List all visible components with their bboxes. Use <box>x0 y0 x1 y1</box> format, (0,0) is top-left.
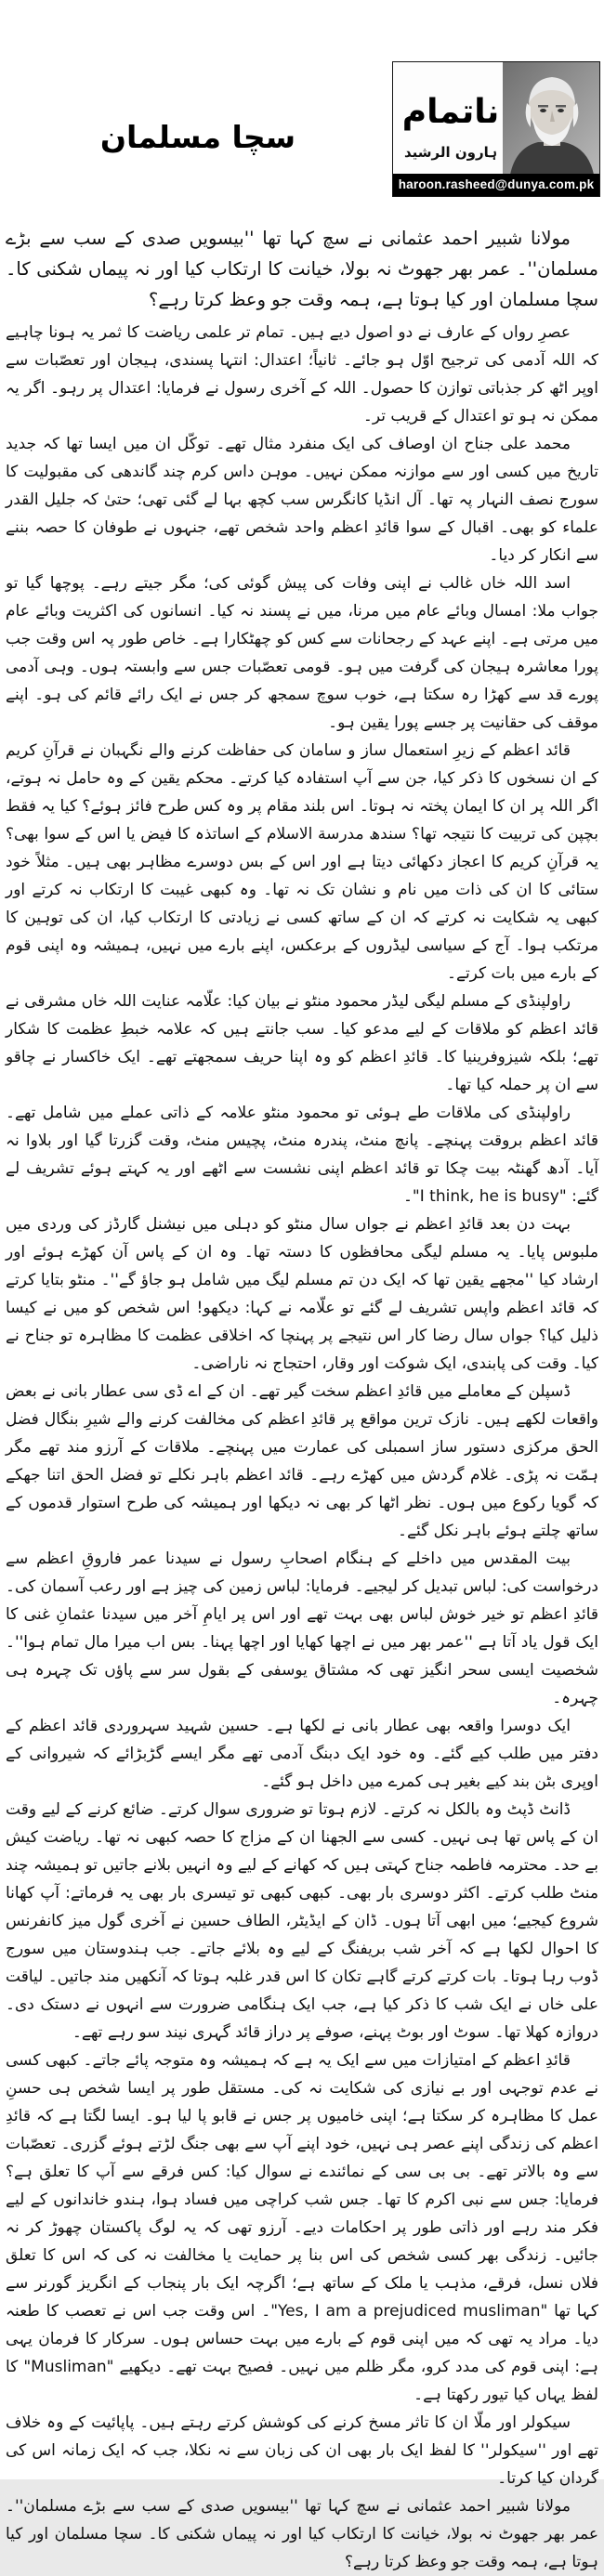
article-paragraph: ڈسپلن کے معاملے میں قائدِ اعظم سخت گیر تھے۔ ان کے اے ڈی سی عطار بانی نے بعض واقعات لکھے ہیں۔ نازک ترین مواقع پر قائدِ اعظم کی مخالفت کرنے والے شیرِ بنگال فضل الحق مرکزی دستور ساز اسمبلی کی عمارت میں پہنچے۔ ملاقات کے آرزو مند تھے مگر ہمّت نہ پڑی۔ غلام گردش میں کھڑے رہے۔ قائد اعظم باہر نکلے تو فضل الحق اتنا جھکے کہ گویا رکوع میں ہوں۔ نظر اٹھا کر بھی نہ دیکھا اور ہمیشہ کی طرح استوار قدموں کے ساتھ چلتے ہوئے باہر نکل گئے۔ <box>6 1382 598 1540</box>
article-paragraph: ڈانٹ ڈپٹ وہ بالکل نہ کرتے۔ لازم ہوتا تو ضروری سوال کرتے۔ ضائع کرنے کے لیے وقت ان کے پاس تھا ہی نہیں۔ کسی سے الجھنا ان کے مزاج کا حصہ کبھی نہ تھا۔ ریاضت کیش بے حد۔ محترمہ فاطمہ جناح کہتی ہیں کہ کھانے کے لیے وہ انہیں بلانے جاتیں تو ہمیشہ چند منٹ طلب کرتے۔ اکثر دوسری بار بھی۔ کبھی کبھی تو تیسری بار بھی یہ فرماتے: آپ کھانا شروع کیجیے؛ میں ابھی آتا ہوں۔ ڈان کے ایڈیٹر، الطاف حسین نے آخری گول میز کانفرنس کا احوال لکھا ہے کہ آخر شب بریفنگ کے لیے وہ بلائے جاتے۔ جب ہندوستان میں سورج ڈوب رہا ہوتا۔ بات کرتے کرتے گاہے تکان کا اس قدر غلبہ ہوتا کہ آنکھیں مند جاتیں۔ لیاقت علی خاں نے ایک شب کا ذکر کیا ہے، جب ایک ہنگامی ضرورت سے انہوں نے دستک دی۔ دروازہ کھلا تھا۔ سوٹ اور بوٹ پہنے، صوفے پر دراز قائد گہری نیند سو رہے تھے۔ <box>6 1800 598 2042</box>
article-paragraph: قائدِ اعظم کے امتیازات میں سے ایک یہ ہے کہ ہمیشہ وہ متوجہ پائے جاتے۔ کبھی کسی نے عدم توجہی اور بے نیازی کی شکایت نہ کی۔ مستقل طور پر ایسا شخص ہی حسنِ عمل کا مظاہرہ کر سکتا ہے؛ اپنی خامیوں پر جس نے قابو پا لیا ہو۔ ایسا لگتا ہے کہ قائدِ اعظم کی زندگی اپنے عصر ہی نہیں، خود اپنے آپ سے بھی جنگ لڑتے ہوئے گزری۔ تعصّبات سے وہ بالاتر تھے۔ بی بی سی کے نمائندے نے سوال کیا: کس فرقے سے آپ کا تعلق ہے؟ فرمایا: جس سے نبی اکرم کا تھا۔ جس شب کراچی میں فساد ہوا، ہندو خاندانوں کے لیے فکر مند رہے اور ذاتی طور پر احکامات دیے۔ آرزو تھی کہ یہ لوگ پاکستان چھوڑ کر نہ جائیں۔ زندگی بھر کسی شخص کی اس بنا پر حمایت یا مخالفت نہ کی کہ اس کا تعلق فلاں نسل، فرقے، مذہب یا ملک کے ساتھ ہے؛ اگرچہ ایک بار پنجاب کے انگریز گورنر سے کہا تھا "Yes, I am a prejudiced musliman"۔ اس وقت جب اس نے تعصب کا طعنہ دیا۔ مراد یہ تھی کہ میں اپنی قوم کے بارے میں بہت حساس ہوں۔ سرکار کا فرمان یہی ہے: اپنی قوم کی مدد کرو، مگر ظلم میں نہیں۔ فصیح بہت تھے۔ دیکھیے "Musliman" کا لفظ یہاں کیا تیور رکھتا ہے۔ <box>6 2051 598 2404</box>
article-paragraph: عصرِ رواں کے عارف نے دو اصول دیے ہیں۔ تمام تر علمی ریاضت کا ثمر یہ ہونا چاہیے کہ اللہ آدمی کی ترجیح اوّل ہو جائے۔ ثانیاً؛ اعتدال: انتہا پسندی، ہیجان اور تعصّبات سے اوپر اٹھ کر جذباتی توازن کا حصول۔ اللہ کے آخری رسول نے فرمایا: اعتدال پر رہو۔ اگر یہ ممکن نہ ہو تو اعتدال کے قریب تر۔ <box>6 323 598 425</box>
author-photo <box>503 62 599 175</box>
article-title: سچا مسلمان <box>99 119 296 155</box>
article-paragraph: ایک دوسرا واقعہ بھی عطار بانی نے لکھا ہے۔ حسین شہید سہروردی قائد اعظم کے دفتر میں طلب کیے گئے۔ وہ خود ایک دبنگ آدمی تھے مگر ایسے گڑبڑائے کہ شیروانی کے اوپری بٹن بند کیے بغیر ہی کمرے میں داخل ہو گئے۔ <box>6 1717 598 1791</box>
author-email: haroon.rasheed@dunya.com.pk <box>393 174 599 196</box>
article-body <box>6 223 598 2576</box>
masthead-box <box>392 61 600 197</box>
article-paragraph: اسد اللہ خاں غالب نے اپنی وفات کی پیش گوئی کی؛ مگر جیتے رہے۔ پوچھا گیا تو جواب ملا: امسال وبائے عام میں مرنا، میں نے پسند نہ کیا۔ انسانوں کی اکثریت وبائے عام میں مرتی ہے۔ اپنے عہد کے رجحانات سے کس کو چھٹکارا ہے۔ خاص طور پہ اس وقت جب پورا معاشرہ ہیجان کی گرفت میں ہو۔ قومی تعصّبات جس سے وابستہ ہوں۔ وہی آدمی پورے قد سے کھڑا رہ سکتا ہے، خوب سوچ سمجھ کر جس نے ایک رائے قائم کی ہو۔ اپنے موقف کی حقانیت پر جسے پورا یقین ہو۔ <box>6 574 598 732</box>
column-logo: ناتمام <box>401 93 500 131</box>
article-paragraph: محمد علی جناح ان اوصاف کی ایک منفرد مثال تھے۔ توکّل ان میں ایسا تھا کہ جدید تاریخ میں کسی اور سے موازنہ ممکن نہیں۔ موہن داس کرم چند گاندھی کی مقبولیت کا سورج نصف النہار پہ تھا۔ آل انڈیا کانگرس سب کچھ بہا لے گئی تھی؛ حتیٰ کہ جلیل القدر علماء کو بھی۔ اقبال کے سوا قائدِ اعظم واحد شخص تھے، جنہوں نے طوفان کا حصہ بننے سے انکار کر دیا۔ <box>6 435 598 565</box>
article-paragraph: راولپنڈی کے مسلم لیگی لیڈر محمود منٹو نے بیان کیا: علّامہ عنایت اللہ خاں مشرقی نے قائد اعظم کو ملاقات کے لیے مدعو کیا۔ سب جانتے ہیں کہ علامہ خبطِ عظمت کا شکار تھے؛ بلکہ شیزوفرینیا کا۔ قائدِ اعظم کو وہ اپنا حریف سمجھتے تھے۔ ایک خاکسار نے چاقو سے ان پر حملہ کیا تھا۔ <box>6 992 598 1094</box>
author-name: ہارون الرشید <box>403 144 498 161</box>
article-paragraph: بہت دن بعد قائدِ اعظم نے جواں سال منٹو کو دہلی میں نیشنل گارڈز کی وردی میں ملبوس پایا۔ یہ مسلم لیگی محافظوں کا دستہ تھا۔ وہ ان کے پاس آن کھڑے ہوئے اور ارشاد کیا ''مجھے یقین تھا کہ ایک دن تم مسلم لیگ میں شامل ہو جاؤ گے''۔ منٹو بتایا کرتے کہ قائد اعظم واپس تشریف لے گئے تو علّامہ نے کہا: دیکھو! اس شخص کو میں نے کیسا ذلیل کیا؟ جواں سال رضا کار اس نتیجے پر پہنچا کہ اخلاقی عظمت کا مظاہرہ تو جناح نے کیا۔ وقت کی پابندی، ایک شوکت اور وقار، احتجاج نہ ناراضی۔ <box>6 1215 598 1373</box>
article-paragraph: قائد اعظم کے زیرِ استعمال ساز و سامان کی حفاظت کرنے والے نگہبان نے قرآنِ کریم کے ان نسخوں کا ذکر کیا، جن سے آپ استفادہ کیا کرتے۔ محکم یقین کے وہ حامل نہ ہوتے، اگر اللہ پر ان کا ایمان پختہ نہ ہوتا۔ اس بلند مقام پر وہ کس طرح فائز ہوئے؟ کیا یہ فقط بچپن کی تربیت کا نتیجہ تھا؟ سندھ مدرسة الاسلام کے اساتذہ کا فیض یا اس کے سوا بھی؟ یہ قرآنِ کریم کا اعجاز دکھائی دیتا ہے اور اس کے بس دوسرے مظاہر بھی ہیں۔ مثلاً خود ستائی کا ان کی ذات میں نام و نشان تک نہ تھا۔ وہ کبھی غیبت کا ارتکاب نہ کرتے اور کبھی یہ شکایت نہ کرتے کہ ان کے ساتھ کسی نے زیادتی کا ارتکاب کیا، ان کی توہین کا مرتکب ہوا۔ آج کے سیاسی لیڈروں کے برعکس، اپنے بارے میں نہیں، ہمیشہ وہ اپنی قوم کے بارے میں بات کرتے۔ <box>6 741 598 983</box>
article-paragraph: مولانا شبیر احمد عثمانی نے سچ کہا تھا ''بیسویں صدی کے سب سے بڑے مسلمان''۔ عمر بھر جھوٹ نہ بولا، خیانت کا ارتکاب کیا اور نہ پیماں شکنی کا۔ سچا مسلمان اور کیا ہوتا ہے، ہمہ وقت جو وعظ کرتا رہے؟ <box>6 2497 598 2571</box>
article-paragraph: مولانا شبیر احمد عثمانی نے سچ کہا تھا ''بیسویں صدی کے سب سے بڑے مسلمان''۔ عمر بھر جھوٹ نہ بولا، خیانت کا ارتکاب کیا اور نہ پیماں شکنی کا۔ سچا مسلمان اور کیا ہوتا ہے، ہمہ وقت جو وعظ کرتا رہے؟ <box>6 228 598 310</box>
article-paragraph: سیکولر اور ملّا ان کا تاثر مسخ کرنے کی کوشش کرتے رہتے ہیں۔ پاپائیت کے وہ خلاف تھے اور ''سیکولر'' کا لفظ ایک بار بھی ان کی زبان سے نہ نکلا، جب کہ ایک زمانہ اس کی گردان کیا کرتا۔ <box>6 2413 598 2488</box>
article-paragraph: راولپنڈی کی ملاقات طے ہوئی تو محمود منٹو علامہ کے ذاتی عملے میں شامل تھے۔ قائد اعظم بروقت پہنچے۔ پانچ منٹ، پندرہ منٹ، پچیس منٹ، وقت گزرتا گیا اور بلاوا نہ آیا۔ آدھ گھنٹہ بیت چکا تو قائد اعظم اپنی نشست سے اٹھے اور یہ کہتے ہوئے تشریف لے گئے: "I think, he is busy"۔ <box>6 1104 598 1206</box>
article-paragraph: بیت المقدس میں داخلے کے ہنگام اصحابِ رسول نے سیدنا عمر فاروقِ اعظم سے درخواست کی: لباس تبدیل کر لیجیے۔ فرمایا: لباس زمین کی چیز ہے اور رعب آسمان کی۔ قائدِ اعظم تو خیر خوش لباس بھی بہت تھے اور اس پر ایامِ آخر میں سیدنا عثمانِ غنی کا ایک قول یاد آتا ہے ''عمر بھر میں نے اچھا کھایا اور اچھا پہنا۔ بس اب میرا مال تمام ہوا''۔ شخصیت ایسی سحر انگیز تھی کہ مشتاق یوسفی کے بقول سر سے پاؤں تک چہرہ ہی چہرہ۔ <box>6 1550 598 1707</box>
